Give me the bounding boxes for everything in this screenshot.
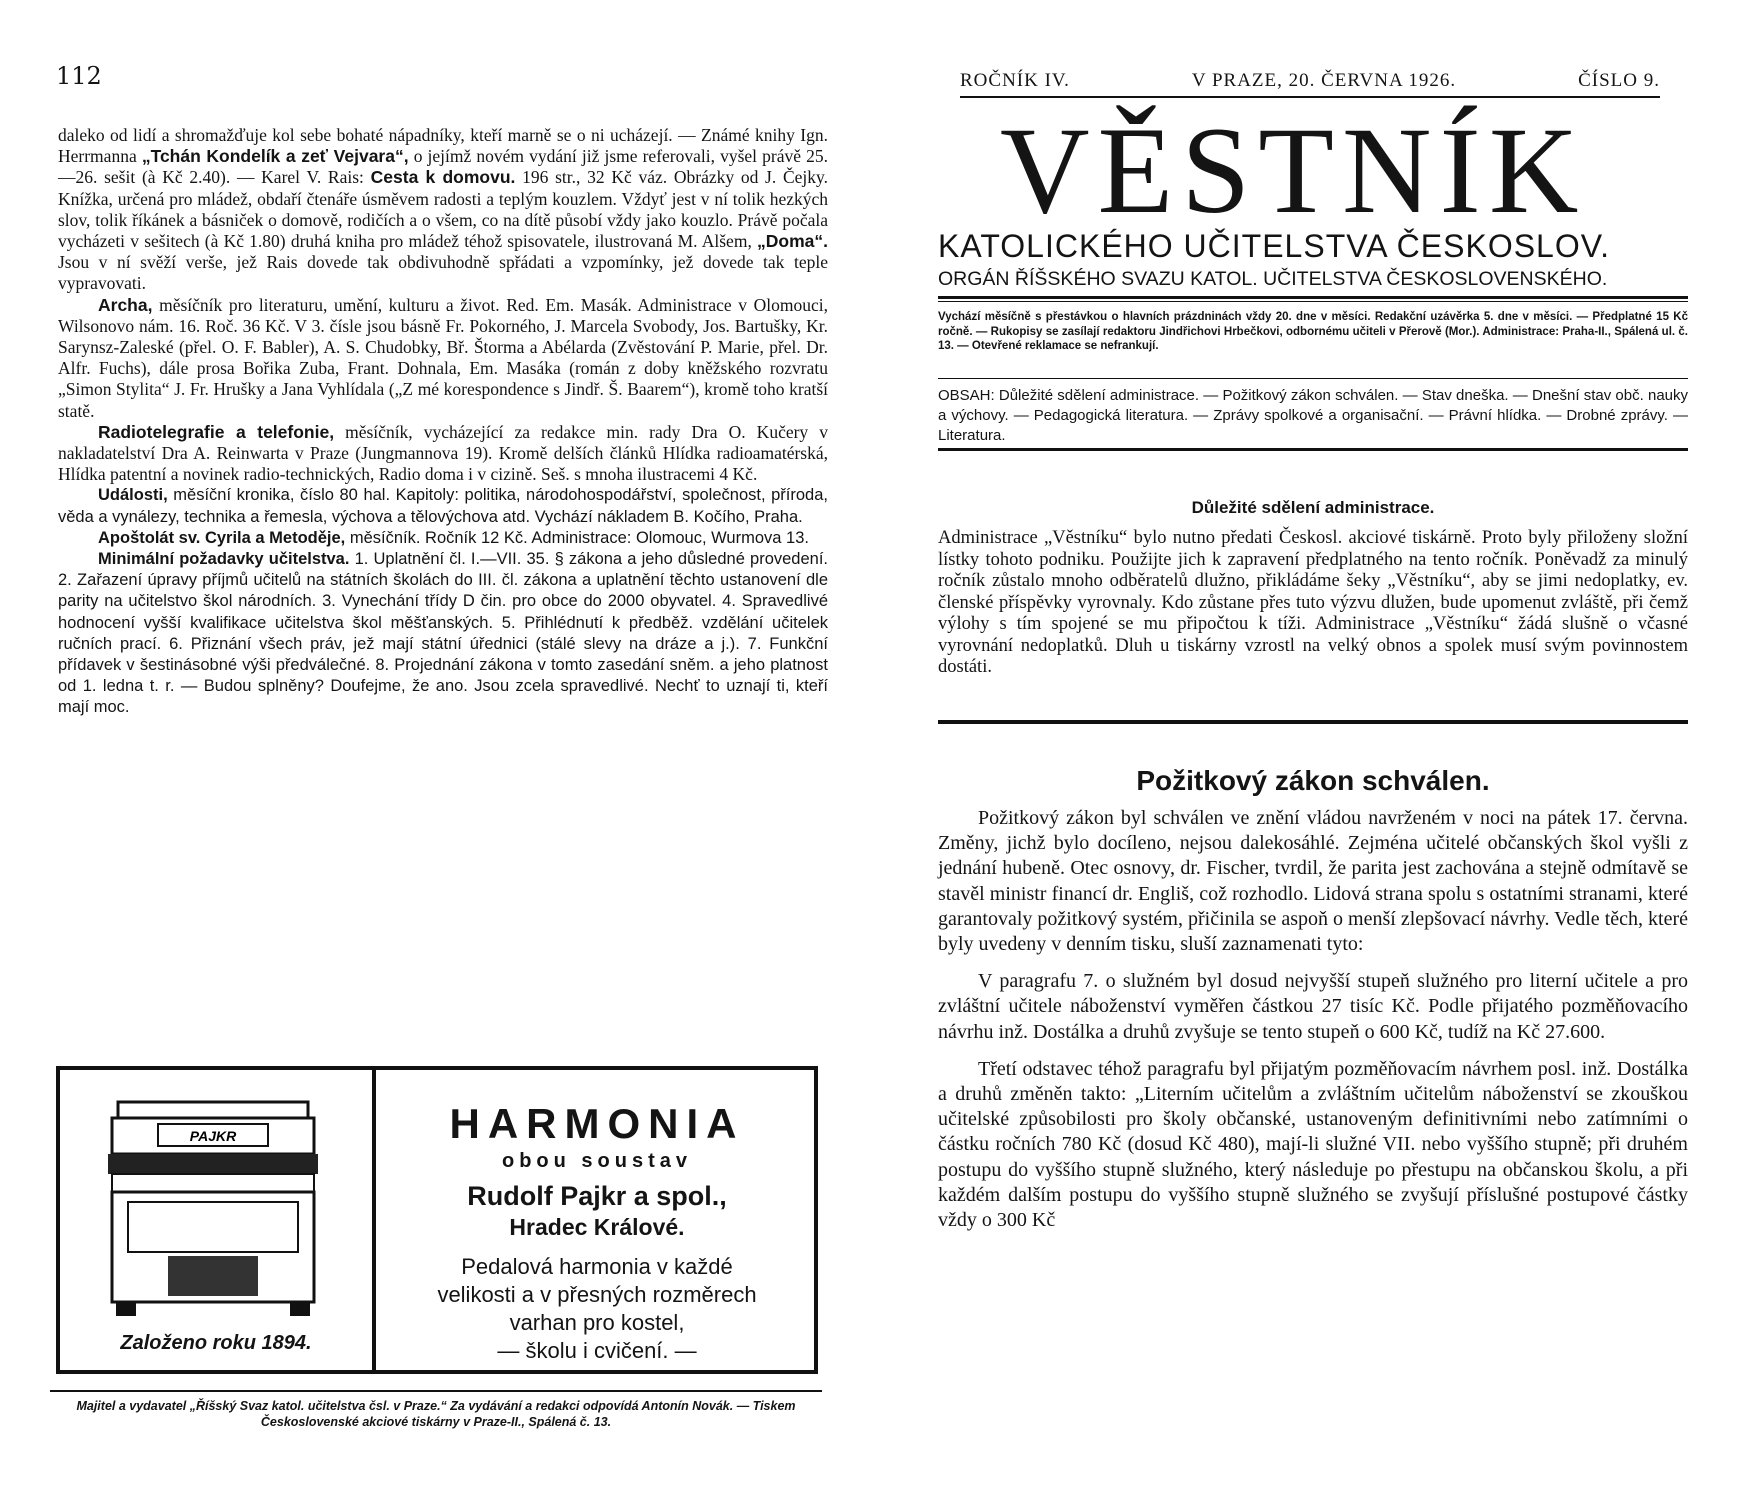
- harmonium-illustration: [98, 1092, 328, 1322]
- issue-date: V PRAZE, 20. ČERVNA 1926.: [1191, 70, 1457, 91]
- radio-paragraph: Radiotelegrafie a telefonie, měsíčník, vycházející za redakce min. rady Dra O. Kučery v nakladatelství Dra A. Reinwarta v Praze (Jungmannova 19). Kromě delších článků Hlídka radioamatérská, Hlídka patentní a novinek radio-technických, Radio doma i v cizině. Seš. s mnoha ilustracemi 4 Kč.: [58, 421, 828, 485]
- udalosti-paragraph: Události, měsíční kronika, číslo 80 hal. Kapitoly: politika, národohospodářství, společnost, příroda, věda a vynálezy, technika a řemesla, výchova a tělovýchova atd. Vychází nákladem B. Kočího, Praha.: [58, 486, 828, 526]
- volume-label: ROČNÍK IV.: [960, 70, 1070, 91]
- info-rule: [938, 378, 1688, 379]
- ad-subtitle: obou soustav: [501, 1150, 692, 1172]
- ad-founded-year: Založeno roku 1894.: [120, 1332, 312, 1354]
- contents-rule: [938, 448, 1688, 451]
- publication-info: Vychází měsíčně s přestávkou o hlavních prázdninách vždy 20. dne v měsíci. Redakční uzávěrka 5. dne v měsíci. — Předplatné 15 Kč ročně. — Rukopisy se zasílají redaktoru Jindřichovi Hrbečkovi, odbornému učiteli v Přerově (Mor.). Administrace: Praha-II., Spálená ul. č. 13. — Otevřené reklamace se nefrankují.: [938, 311, 1688, 352]
- ad-firm-name: Rudolf Pajkr a spol.,: [467, 1181, 727, 1211]
- masthead-subtitle: KATOLICKÉHO UČITELSTVA ČESKOSLOV.: [938, 228, 1611, 264]
- book-title-cesta: Cesta k domovu.: [370, 167, 516, 188]
- article-body: [938, 806, 1688, 1233]
- ad-description: Pedalová harmonia v každé velikosti a v přesných rozměrech varhan pro kostel, — školu i cvičení. —: [437, 1254, 757, 1363]
- ad-brand: HARMONIA: [449, 1100, 745, 1147]
- left-column-text: [58, 125, 828, 719]
- notice-heading: Důležité sdělení administrace.: [1191, 498, 1435, 517]
- page-number: 112: [56, 62, 102, 90]
- article-paragraph-1: Požitkový zákon byl schválen ve znění vládou navrženém v noci na pátek 17. června. Změny, jichž bylo docíleno, nejsou dalekosáhlé. Zejména učitelé občanských škol vyšli z jednání hubeně. Otec osnovy, dr. Fischer, tvrdil, že parita jest zachována a stejně odmítavě se stavěl ministr financí dr. Engliš, což rozhodlo. Lidová strana spolu s ostatními stranami, které garantovaly požitkový systém, přičinila se aspoň o menší zlepšovací návrhy. Vedle těch, které byly uvedeny v denním tisku, sluší zaznamenati tyto:: [938, 807, 1688, 956]
- ad-text-panel: [380, 1070, 814, 1370]
- masthead-title: VĚSTNÍK: [1000, 102, 1587, 239]
- article-headline: Požitkový zákon schválen.: [1136, 765, 1490, 796]
- masthead-organ-line: ORGÁN ŘÍŠSKÉHO SVAZU KATOL. UČITELSTVA ČESKOSLOVENSKÉHO.: [938, 268, 1608, 290]
- archa-paragraph: Archa, měsíčník pro literaturu, umění, kulturu a život. Red. Em. Masák. Administrace v Olomouci, Wilsonovo nám. 16. Roč. 36 Kč. V 3. čísle jsou básně Fr. Pokorného, J. Marcela Svobody, Jos. Bartušky, Kr. Sarynsz-Zaleské (přel. O. F. Babler), A. S. Chudobky, Bř. Štorma a Abélarda (Zvěstování P. Marie, přel. Dr. Alfr. Fuchs), dále prosa Bořika Zuba, Frant. Dohnala, Em. Masáka (román z doby kněžského rozvratu „Simon Stylita“ J. Fr. Hrušky a Jana Vyhlídala („Z mé korespondence s Jindř. Š. Baarem“), kromě toho kratší statě.: [58, 294, 828, 421]
- notice-text: Administrace „Věstníku“ bylo nutno předati Českosl. akciové tiskárně. Proto byly přiloženy složní lístky tohoto podniku. Použijte jich k zapravení předplatného na tento ročník. Poněvadž za minulý ročník zůstalo mnoho odběratelů dlužno, přikládáme šeky „Věstníku“, aby se jimi nedoplatky, ev. členské příspěvky vyrovnaly. Kdo zůstane přes tuto výzvu dlužen, bude upomenut zvláště, při čemž výlohy s tím spojené se mu připočtou k tíži. Administrace „Věstníku“ žádá slušně o včasné vyrovnání nedoplatků. Dluh u tiskárny vzrostl na velký obnos a spolek musí svým povinnostem dostáti.: [938, 528, 1688, 677]
- issue-number: ČÍSLO 9.: [1578, 70, 1660, 91]
- masthead-rule: [938, 296, 1688, 299]
- harmonia-advertisement: [56, 1066, 818, 1374]
- article-paragraph-2: V paragrafu 7. o služném byl dosud nejvyšší stupeň služného pro literní učitele a pro zvláštní učitele náboženství vyměřen částkou 27 tisíc Kč. Podle přijatého pozměňovacího návrhu inž. Dostálka a druhů zvyšuje se tento stupeň o 600 Kč, tudíž na Kč 27.600.: [938, 970, 1688, 1043]
- book-notes-paragraph: daleko od lidí a shromažďuje kol sebe bohaté nápadníky, kteří marně se o ni ucházejí. — Známé knihy Ign. Herrmanna „Tchán Kondelík a zeť Vejvara“, o jejímž novém vydání již jsme referovali, vyšel právě 25.—26. sešit (à Kč 2.40). — Karel V. Rais: Cesta k domovu. 196 str., 32 Kč váz. Obrázky od J. Čejky. Knížka, určená pro mládež, obdaří čtenáře úsměvem radosti a teplým kouzlem. Vždyť jest v ní tolik hezkých slov, tolik říkánek a básniček o domově, rodičích a o všem, co na dítě působí vždy jako kouzlo. Právě počala vycházeti v sešitech (à Kč 1.80) druhá kniha pro mládež téhož spisovatele, ilustrovaná M. Alšem, „Doma“. Jsou v ní svěží verše, jež Rais dovede tak obdivuhodně spřádati a vzpomínky, jež dovede tak teple vypravovati.: [58, 125, 829, 294]
- left-page: [0, 0, 860, 1501]
- table-of-contents: OBSAH: Důležité sdělení administrace. — Požitkový zákon schválen. — Stav dneška. — Dnešní stav obč. nauky a výchovy. — Pedagogická literatura. — Zprávy spolkové a organisační. — Právní hlídka. — Drobné zprávy. — Literatura.: [938, 387, 1688, 444]
- book-title-doma: „Doma“.: [757, 231, 828, 252]
- ad-city: Hradec Králové.: [509, 1214, 685, 1240]
- apostolat-paragraph: Apoštolát sv. Cyrila a Metoděje, měsíčník. Ročník 12 Kč. Administrace: Olomouc, Wurmova 13.: [98, 528, 809, 547]
- book-title-kondelik: „Tchán Kondelík a zeť Vejvara“,: [141, 146, 409, 167]
- ad-image-panel: [60, 1070, 376, 1370]
- running-header: [960, 70, 1660, 98]
- imprint-footer: Majitel a vydavatel „Říšský Svaz katol. učitelstva čsl. v Praze.“ Za vydávání a redakci odpovídá Antonín Novák. — Tiskem Československé akciové tiskárny v Praze-II., Spálená č. 13.: [50, 1390, 822, 1430]
- notice-rule: [938, 720, 1688, 724]
- organ-nameplate: PAJKR: [189, 1128, 237, 1144]
- article-paragraph-3: Třetí odstavec téhož paragrafu byl přijatým pozměňovacím návrhem posl. inž. Dostálka a druhů změněn takto: „Literním učitelům a zvláštním učitelům náboženství se zkouškou učitelské způsobilosti pro školy občanské, ustanoveným definitivními nebo zatímními o částku ročních 780 Kč (dosud Kč 480), mají-li služné VII. nebo vyššího stupně; při druhém postupu do vyššího stupně služného, který následuje po přestupu na občanskou školu, a při každém dalším postupu do vyššího stupně služného se zvyšují příslušné postupové částky vždy o 300 Kč: [938, 1057, 1688, 1232]
- demands-paragraph: Minimální požadavky učitelstva. 1. Uplatnění čl. I.—VII. 35. § zákona a jeho důsledné provedení. 2. Zařazení úpravy příjmů učitelů na státních školách do III. čl. zákona a uplatnění těchto ustanovení dle parity na učitelstvo škol národních. 3. Vynechání třídy D čin. pro obce do 2000 obyvatel. 4. Spravedlivé hodnocení vyšší kvalifikace učitelstva škol měšťanských. 5. Přihlédnutí k předběž. vzdělání učitelek ručních prací. 6. Přiznání všech práv, jež mají státní úřednici (stálé slevy na dráze a j.). 7. Funkční přídavek v šestinásobné výši předválečné. 8. Projednání zákona v tomto zasedání sněm. a jeho platnost od 1. ledna t. r. — Budou splněny? Doufejme, že ano. Jsou zcela spravedlivé. Nechť to uznají ti, kteří mají moc.: [58, 550, 828, 717]
- masthead-rule-thin: [938, 301, 1688, 302]
